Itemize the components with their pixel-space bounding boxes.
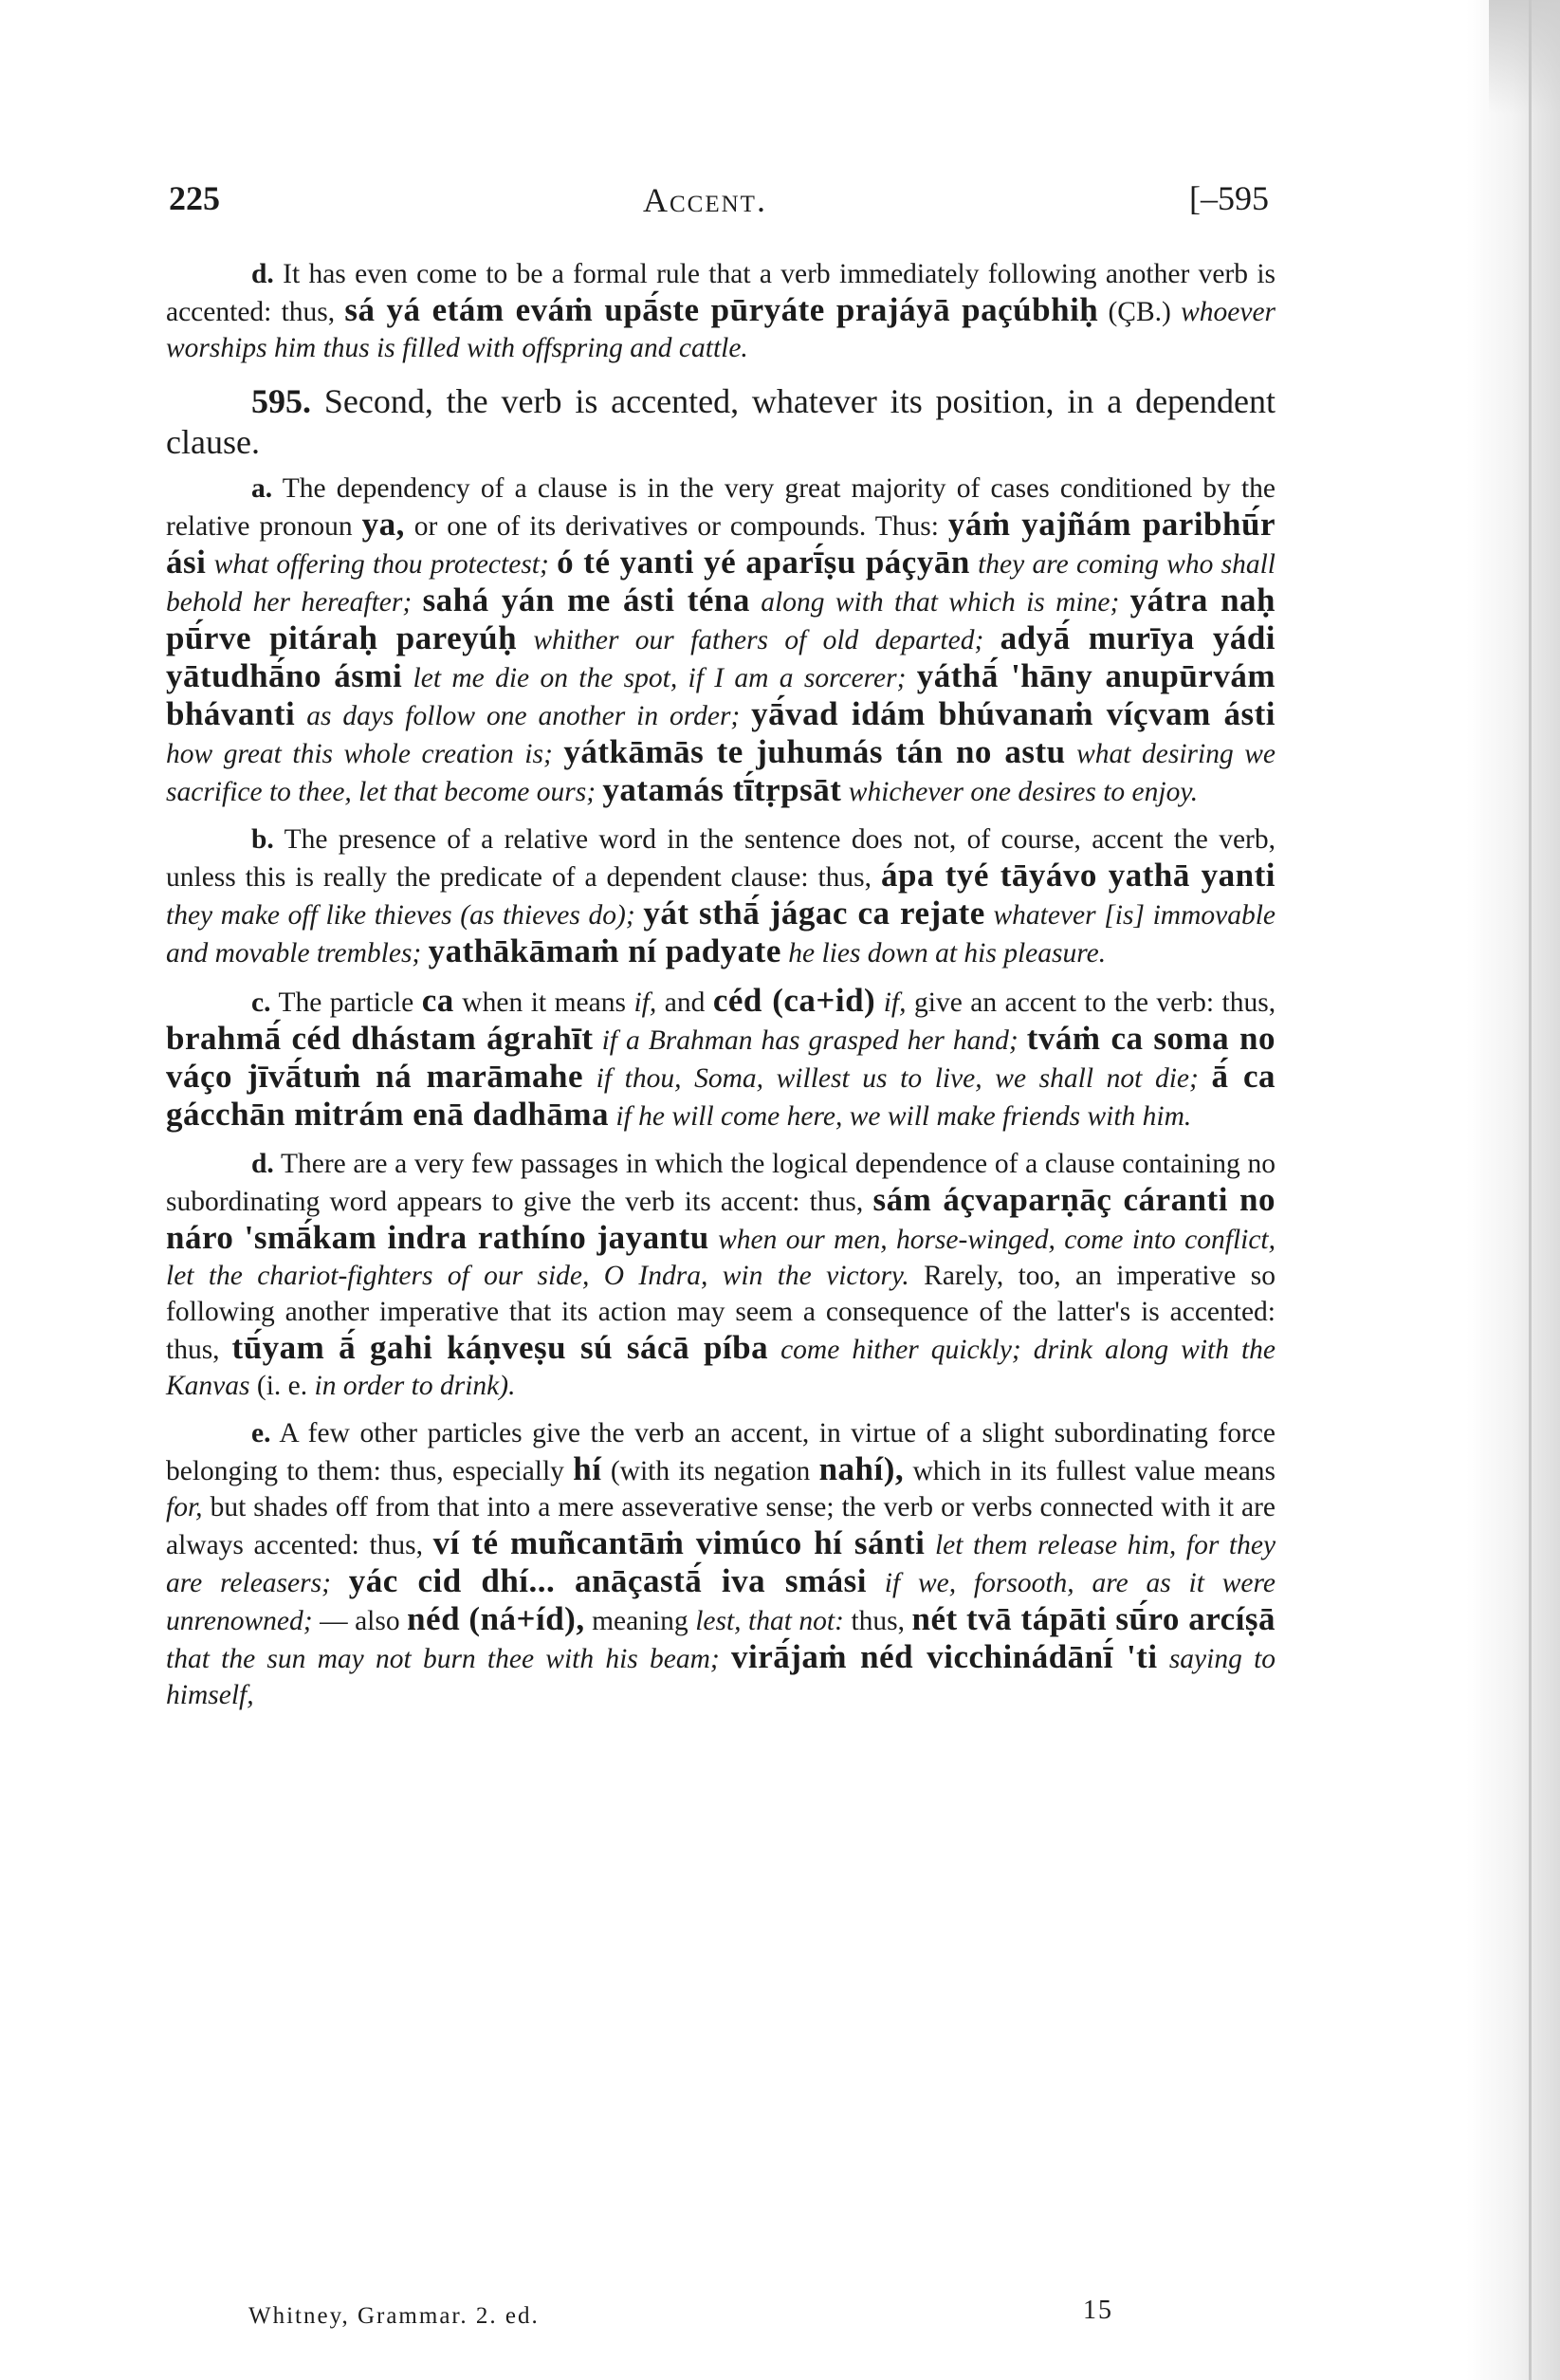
sanskrit-word: néd (ná+íd),: [407, 1600, 585, 1637]
sanskrit-word: céd (ca+id): [712, 982, 876, 1019]
text-run: or one of its derivatives or compounds. Thus:: [413, 511, 939, 542]
translation: if thou, Soma, willest us to live, we shall not die;: [596, 1063, 1199, 1094]
translation: in order to drink).: [314, 1371, 516, 1401]
signature-mark: 15: [1083, 2296, 1113, 2325]
translation: if a Brahman has grasped her hand;: [601, 1025, 1019, 1056]
sanskrit-example: yác cid dhí... anāçastā́ iva smási: [348, 1562, 867, 1599]
sanskrit-example: yáthā́ 'hāny anupūrvám bhávanti: [166, 657, 1276, 732]
sanskrit-example: sá yá etám eváṁ upā́ste pūryáte prajáyā paçúbhiḥ: [344, 291, 1099, 328]
sanskrit-example: ví té muñcantāṁ vimúco hí sánti: [432, 1524, 926, 1561]
translation: whichever one desires to enjoy.: [848, 777, 1199, 807]
translation: he lies down at his pleasure.: [788, 938, 1107, 969]
translation: whoever worships him thus is filled with offspring and cattle.: [166, 297, 1276, 363]
sanskrit-word: hí: [573, 1450, 602, 1487]
text-run: The dependency of a clause is in the very great majority of cases conditioned by the relative pronoun: [166, 473, 1276, 542]
translation: if we, forsooth, are as it were unrenowned;: [166, 1568, 1276, 1636]
sanskrit-example: tváṁ ca soma no váço jīvā́tuṁ ná marāmahe: [166, 1020, 1276, 1095]
translation: let them release him, for they are releasers;: [166, 1530, 1276, 1598]
text-run: — also: [320, 1606, 400, 1636]
sanskrit-example: yátra naḥ pū́rve pitáraḥ pareyúḥ: [166, 581, 1276, 656]
text-run: (with its negation: [610, 1456, 811, 1486]
translation: they make off like thieves (as thieves do);: [166, 900, 635, 931]
main-text: [166, 256, 1276, 1713]
translation: as days follow one another in order;: [306, 701, 741, 731]
page-number: 225: [169, 179, 220, 217]
page-footer: [248, 2296, 1292, 2341]
paragraph-595b: [166, 821, 1276, 971]
text-run: It has even come to be a formal rule that a verb immediately following another verb is accented: thus,: [166, 259, 1276, 327]
page-edge-shadow: [1489, 0, 1560, 114]
text-run: when it means: [462, 987, 626, 1018]
sanskrit-word: nahí),: [818, 1450, 905, 1487]
italic-word: lest, that not:: [695, 1606, 844, 1636]
paragraph-594d: [166, 256, 1276, 366]
sanskrit-example: yáṁ yajñám paribhū́r ási: [166, 506, 1276, 581]
sanskrit-example: ápa tyé tāyávo yathā yanti: [880, 857, 1276, 894]
sanskrit-example: sahá yán me ásti téna: [422, 581, 750, 618]
translation: what desiring we sacrifice to thee, let that become ours;: [166, 739, 1276, 807]
paragraph-595c: [166, 983, 1276, 1135]
paragraph-595: [166, 381, 1276, 463]
text-run: meaning: [592, 1606, 688, 1636]
paragraph-label: d.: [251, 259, 274, 289]
paragraph-label: a.: [251, 473, 273, 504]
paragraph-label: c.: [251, 987, 271, 1018]
text-run: There are a very few passages in which the logical dependence of a clause containing no subordinating word appears to give the verb its accent: thus,: [166, 1149, 1276, 1217]
paragraph-595d: [166, 1146, 1276, 1404]
sanskrit-example: brahmā́ céd dhástam ágrahīt: [166, 1020, 594, 1057]
sanskrit-example: tū́yam ā́ gahi káṇveṣu sú sácā píba: [231, 1329, 769, 1366]
sanskrit-word: ya,: [361, 506, 405, 543]
translation: they are coming who shall behold her hereafter;: [166, 549, 1276, 618]
translation: let me die on the spot, if I am a sorcerer;: [413, 663, 907, 693]
translation: come hither quickly; drink along with the Kanvas: [166, 1335, 1276, 1401]
paragraph-label: b.: [251, 824, 274, 855]
sanskrit-example: ā́ ca gácchān mitrám enā dadhāma: [166, 1058, 1276, 1133]
section-number: 595.: [251, 382, 311, 420]
paragraph-label: d.: [251, 1149, 274, 1179]
text-run: (i. e.: [256, 1371, 308, 1401]
translation: that the sun may not burn thee with his beam;: [166, 1644, 720, 1674]
translation: whatever [is] immovable and movable trembles;: [166, 900, 1276, 969]
paragraph-label: e.: [251, 1418, 271, 1448]
sanskrit-example: sám áçvaparṇāç cáranti no náro 'smā́kam indra rathíno jayantu: [166, 1181, 1276, 1256]
paragraph-595a: [166, 470, 1276, 810]
sanskrit-example: ó té yanti yé aparī́ṣu páçyān: [557, 544, 970, 581]
sanskrit-example: nét tvā tápāti sū́ro arcíṣā: [911, 1600, 1276, 1637]
sanskrit-example: yatamás tī́tṛpsāt: [602, 771, 842, 808]
italic-word: if,: [883, 987, 907, 1018]
text-run: which in its fullest value means: [912, 1456, 1276, 1486]
sanskrit-example: yā́vad idám bhúvanaṁ víçvam ásti: [751, 695, 1276, 732]
translation: whither our fathers of old departed;: [533, 625, 984, 655]
italic-word: if,: [633, 987, 657, 1018]
text-run: (ÇB.): [1108, 297, 1171, 327]
text-run: and: [664, 987, 706, 1018]
paragraph-595e: [166, 1415, 1276, 1713]
translation: if he will come here, we will make friends with him.: [615, 1101, 1192, 1132]
translation: how great this whole creation is;: [166, 739, 553, 769]
text-run: The presence of a relative word in the sentence does not, of course, accent the verb, unless this is really the predicate of a dependent clause: thus,: [166, 824, 1276, 893]
running-header: [169, 178, 1269, 220]
text-run: A few other particles give the verb an accent, in virtue of a slight subordinating force belonging to them: thus, especially: [166, 1418, 1276, 1486]
sanskrit-word: ca: [421, 982, 454, 1019]
text-run: Second, the verb is accented, whatever its position, in a dependent clause.: [166, 382, 1276, 461]
translation: what offering thou protectest;: [213, 549, 549, 580]
text-run: give an accent to the verb: thus,: [914, 987, 1276, 1018]
page-title: Accent.: [643, 181, 767, 219]
text-run: The particle: [278, 987, 414, 1018]
section-reference: [–595: [1189, 179, 1269, 217]
sanskrit-example: virā́jaṁ néd vicchinádānī́ 'ti: [730, 1638, 1158, 1675]
translation: along with that which is mine;: [761, 587, 1120, 618]
text-run: thus,: [851, 1606, 905, 1636]
italic-word: for,: [166, 1492, 203, 1522]
translation: saying to himself,: [166, 1644, 1276, 1710]
sanskrit-example: yathākāmaṁ ní padyate: [428, 932, 781, 969]
sanskrit-example: yát sthā́ jágac ca rejate: [643, 895, 985, 932]
text-run: Rarely, too, an imperative so following another imperative that its action may seem a consequence of the latter's is accented: thus,: [166, 1261, 1276, 1365]
text-run: but shades off from that into a mere asseverative sense; the verb or verbs connected with it are always accented: thus,: [166, 1492, 1276, 1560]
translation: when our men, horse-winged, come into conflict, let the chariot-fighters of our side, O Indra, win the victory.: [166, 1225, 1276, 1291]
sanskrit-example: yátkāmās te juhumás tán no astu: [563, 733, 1066, 770]
footer-source: Whitney, Grammar. 2. ed.: [248, 2303, 540, 2329]
page-edge-line: [1529, 0, 1532, 2380]
sanskrit-example: adyā́ murīya yádi yātudhā́no ásmi: [166, 619, 1276, 694]
